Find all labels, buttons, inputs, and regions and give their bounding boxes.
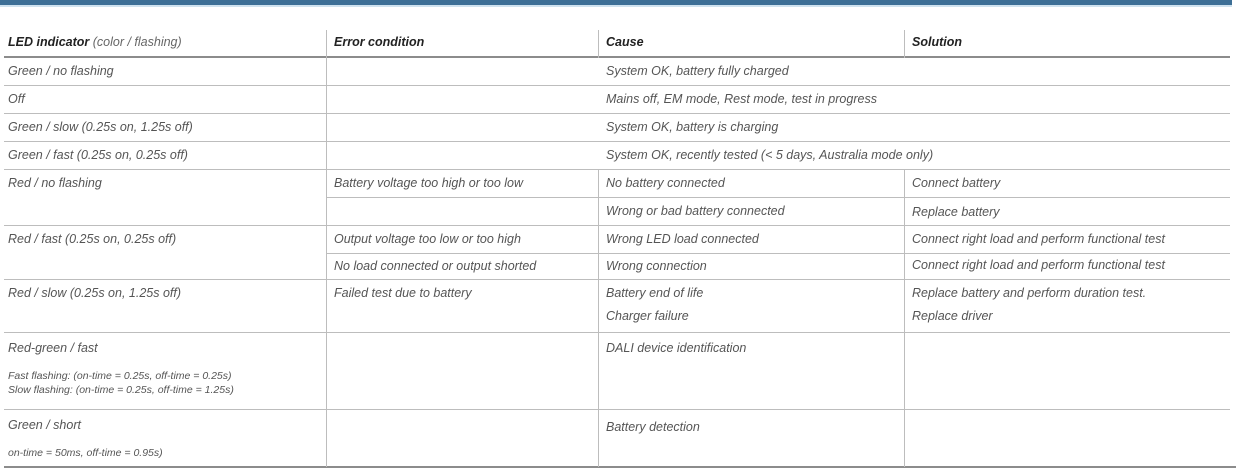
cell-cause: Charger failure [606, 309, 689, 323]
cell-solution: Connect battery [912, 176, 1001, 190]
cell-led: Green / no flashing [8, 64, 114, 78]
cell-led: Red / slow (0.25s on, 1.25s off) [8, 286, 182, 300]
row-divider [4, 332, 1230, 333]
cell-cause: System OK, battery is charging [606, 120, 779, 134]
row-divider [4, 113, 1230, 114]
cell-cause: Battery detection [606, 420, 700, 434]
header-solution: Solution [912, 35, 962, 49]
header-divider [4, 56, 1230, 58]
cell-cause: Mains off, EM mode, Rest mode, test in progress [606, 92, 877, 106]
column-divider [904, 169, 905, 467]
header-led-indicator-sub: (color / flashing) [92, 35, 182, 49]
section-header-bar [0, 0, 1232, 7]
cell-led: Green / fast (0.25s on, 0.25s off) [8, 148, 188, 162]
cell-led: Green / slow (0.25s on, 1.25s off) [8, 120, 193, 134]
table-bottom-border [4, 466, 1236, 468]
cell-cause: Wrong connection [606, 259, 707, 273]
column-divider [598, 30, 599, 58]
cell-cause: DALI device identification [606, 341, 747, 355]
cell-solution: Connect right load and perform functional test [912, 232, 1165, 246]
header-cause: Cause [606, 35, 644, 49]
cell-led: Red / fast (0.25s on, 0.25s off) [8, 232, 177, 246]
cell-cause: System OK, battery fully charged [606, 64, 789, 78]
cell-error: Battery voltage too high or too low [334, 176, 524, 190]
cell-cause: Battery end of life [606, 286, 704, 300]
column-divider [326, 30, 327, 467]
cell-led: Off [8, 92, 25, 106]
subrow-divider [326, 253, 1230, 254]
row-divider [4, 409, 1230, 410]
cell-error: Output voltage too low or too high [334, 232, 521, 246]
cell-cause: Wrong or bad battery connected [606, 204, 785, 218]
row-divider [4, 141, 1230, 142]
cell-led: Green / short [8, 418, 81, 432]
cell-error: Failed test due to battery [334, 286, 472, 300]
cell-solution: Connect right load and perform functional test [912, 258, 1165, 272]
cell-cause: Wrong LED load connected [606, 232, 759, 246]
cell-cause: System OK, recently tested (< 5 days, Australia mode only) [606, 148, 934, 162]
cell-solution: Replace battery and perform duration test. [912, 286, 1147, 300]
column-divider [904, 30, 905, 58]
cell-solution: Replace battery [912, 205, 1000, 219]
cell-cause: No battery connected [606, 176, 725, 190]
cell-led-note: Fast flashing: (on-time = 0.25s, off-time = 0.25s) [8, 370, 232, 382]
header-led-indicator [8, 35, 182, 50]
cell-error: No load connected or output shorted [334, 259, 537, 273]
row-divider [4, 225, 1230, 226]
header-led-indicator-label: LED indicator [8, 35, 90, 49]
row-divider [4, 85, 1230, 86]
cell-solution: Replace driver [912, 309, 993, 323]
row-divider [4, 169, 1230, 170]
subrow-divider [326, 197, 1230, 198]
cell-led-note: Slow flashing: (on-time = 0.25s, off-time = 1.25s) [8, 384, 234, 396]
header-error-condition: Error condition [334, 35, 425, 49]
row-divider [4, 279, 1230, 280]
cell-led-note: on-time = 50ms, off-time = 0.95s) [8, 447, 163, 459]
cell-led: Red / no flashing [8, 176, 102, 190]
column-divider [598, 169, 599, 467]
cell-led: Red-green / fast [8, 341, 98, 355]
